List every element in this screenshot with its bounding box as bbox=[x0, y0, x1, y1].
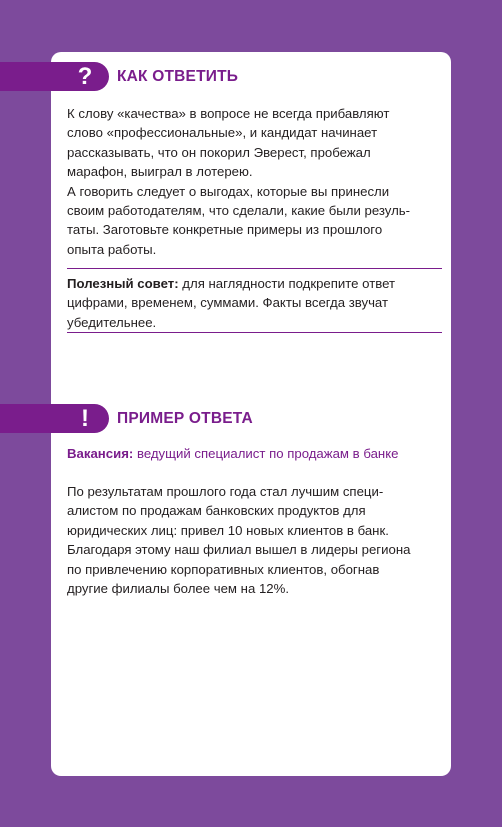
vacancy-text: ведущий специалист по продажам в банке bbox=[133, 446, 399, 461]
section-tab-how-to-answer bbox=[0, 62, 109, 91]
exclamation-mark-icon: ! bbox=[81, 405, 89, 432]
how-to-answer-paragraph: К слову «качества» в вопросе не всегда прибавляют слово «профессиональные», и кандидат начинает рассказывать, что он покорил Эверест, пробежал марафон, выиграл в лотерею. А говорить следует о выгодах, которые вы принесли своим работодателям, что сделали, какие были резуль- таты. Заготовьте конкретные примеры из прошлого опыта работы. bbox=[67, 106, 411, 257]
section-title-how-to-answer: КАК ОТВЕТИТЬ bbox=[117, 68, 239, 85]
tip-bottom-divider bbox=[67, 332, 442, 333]
section-tab-example-answer bbox=[0, 404, 109, 433]
vacancy-line bbox=[67, 444, 445, 463]
tip-block bbox=[67, 274, 445, 332]
tip-top-divider bbox=[67, 268, 442, 269]
tip-label: Полезный совет: bbox=[67, 276, 179, 291]
tip-text: для наглядности подкрепите ответ цифрами, временем, суммами. Факты всегда звучат убедительнее. bbox=[67, 276, 396, 330]
example-answer-paragraph: По результатам прошлого года стал лучшим специ- алистом по продажам банковских продуктов для юридических лиц: привел 10 новых клиентов в банк. Благодаря этому наш филиал вышел в лидеры региона по привлечению корпоративных клиентов, обогнав другие филиалы более чем на 12%. bbox=[67, 484, 411, 597]
question-mark-icon: ? bbox=[77, 63, 93, 90]
vacancy-label: Вакансия: bbox=[67, 446, 134, 461]
section-title-example-answer: ПРИМЕР ОТВЕТА bbox=[117, 410, 253, 427]
